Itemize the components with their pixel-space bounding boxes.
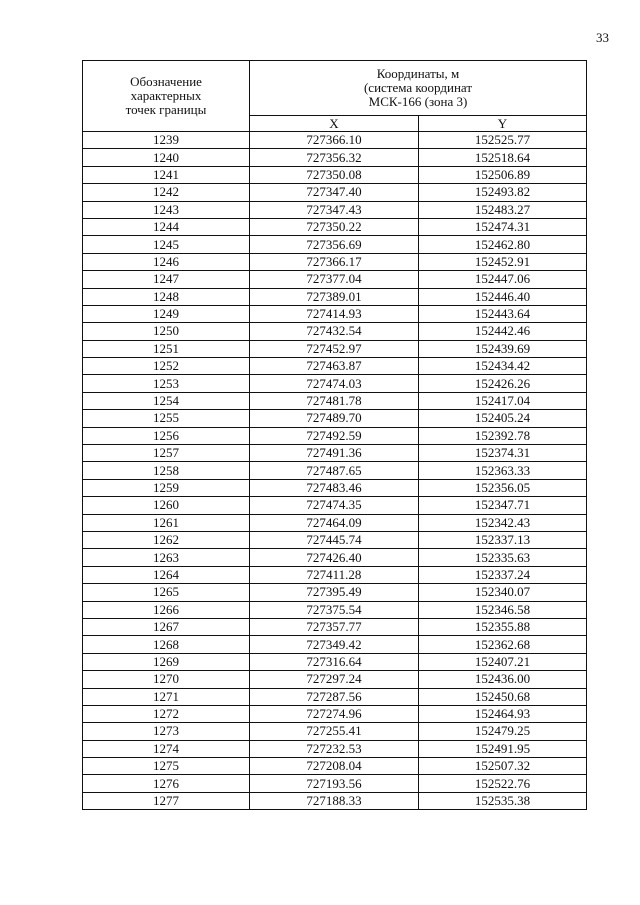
y-coordinate-cell: 152407.21 [419,653,587,670]
x-coordinate-cell: 727347.40 [250,184,419,201]
table-row [83,358,587,375]
point-id-cell: 1245 [83,236,250,253]
point-id-cell: 1239 [83,132,250,149]
coords-header-line-2: (система координат [363,80,473,95]
y-coordinate-cell: 152347.71 [419,497,587,514]
x-coordinate-cell: 727232.53 [250,740,419,757]
x-coordinate-cell: 727487.65 [250,462,419,479]
point-id-cell: 1241 [83,166,250,183]
y-coordinate-cell: 152491.95 [419,740,587,757]
y-coordinate-cell: 152535.38 [419,792,587,809]
table-row [83,566,587,583]
y-coordinate-cell: 152506.89 [419,166,587,183]
table-row [83,253,587,270]
x-coordinate-cell: 727356.69 [250,236,419,253]
table-row [83,514,587,531]
coords-header-line-1: Координаты, м [376,66,460,81]
table-row [83,184,587,201]
x-coordinate-cell: 727350.08 [250,166,419,183]
y-coordinate-cell: 152426.26 [419,375,587,392]
point-id-cell: 1259 [83,479,250,496]
point-designation-header [83,61,250,132]
point-id-cell: 1247 [83,271,250,288]
table-row [83,758,587,775]
x-coordinate-cell: 727492.59 [250,427,419,444]
table-row [83,671,587,688]
table-row [83,305,587,322]
x-coordinate-cell: 727255.41 [250,723,419,740]
point-id-cell: 1242 [83,184,250,201]
y-coordinate-cell: 152442.46 [419,323,587,340]
table-body [83,132,587,810]
point-id-cell: 1248 [83,288,250,305]
point-id-cell: 1252 [83,358,250,375]
x-coordinate-cell: 727389.01 [250,288,419,305]
y-coordinate-cell: 152464.93 [419,705,587,722]
table-row [83,636,587,653]
x-coordinate-cell: 727347.43 [250,201,419,218]
point-id-cell: 1261 [83,514,250,531]
y-coordinate-cell: 152522.76 [419,775,587,792]
table-row [83,218,587,235]
x-coordinate-cell: 727452.97 [250,340,419,357]
x-coordinate-cell: 727356.32 [250,149,419,166]
x-coordinate-cell: 727411.28 [250,566,419,583]
x-coordinate-cell: 727188.33 [250,792,419,809]
table-row [83,462,587,479]
x-coordinate-cell: 727483.46 [250,479,419,496]
point-id-cell: 1268 [83,636,250,653]
x-coordinate-cell: 727366.10 [250,132,419,149]
x-coordinate-cell: 727375.54 [250,601,419,618]
point-id-cell: 1253 [83,375,250,392]
y-coordinate-cell: 152335.63 [419,549,587,566]
x-coordinate-cell: 727464.09 [250,514,419,531]
x-coordinate-cell: 727349.42 [250,636,419,653]
y-coordinate-cell: 152452.91 [419,253,587,270]
point-id-cell: 1244 [83,218,250,235]
point-id-cell: 1240 [83,149,250,166]
point-id-cell: 1249 [83,305,250,322]
point-id-cell: 1257 [83,445,250,462]
point-id-cell: 1256 [83,427,250,444]
table-row [83,132,587,149]
point-id-cell: 1262 [83,531,250,548]
x-coordinate-cell: 727481.78 [250,392,419,409]
y-coordinate-cell: 152356.05 [419,479,587,496]
y-coordinate-cell: 152374.31 [419,445,587,462]
table-row [83,392,587,409]
point-id-cell: 1266 [83,601,250,618]
point-id-cell: 1270 [83,671,250,688]
table-row [83,410,587,427]
table-row [83,653,587,670]
y-coordinate-cell: 152362.68 [419,636,587,653]
x-coordinate-cell: 727414.93 [250,305,419,322]
x-coordinate-cell: 727489.70 [250,410,419,427]
table-row [83,584,587,601]
point-header-line-1: Обозначение [130,74,202,89]
point-id-cell: 1263 [83,549,250,566]
x-coordinate-cell: 727287.56 [250,688,419,705]
table-row [83,340,587,357]
point-id-cell: 1258 [83,462,250,479]
point-id-cell: 1265 [83,584,250,601]
table-row [83,549,587,566]
table-row [83,601,587,618]
point-id-cell: 1260 [83,497,250,514]
table-row [83,236,587,253]
x-coordinate-cell: 727445.74 [250,531,419,548]
table-row [83,375,587,392]
point-header-line-3: точек границы [125,102,207,117]
x-column-header: X [250,116,419,132]
table-row [83,445,587,462]
y-coordinate-cell: 152355.88 [419,618,587,635]
table-row [83,323,587,340]
y-coordinate-cell: 152474.31 [419,218,587,235]
table-row [83,688,587,705]
y-coordinate-cell: 152434.42 [419,358,587,375]
y-coordinate-cell: 152525.77 [419,132,587,149]
y-coordinate-cell: 152392.78 [419,427,587,444]
x-coordinate-cell: 727316.64 [250,653,419,670]
point-header-line-2: характерных [130,88,202,103]
point-id-cell: 1246 [83,253,250,270]
x-coordinate-cell: 727357.77 [250,618,419,635]
y-coordinate-cell: 152507.32 [419,758,587,775]
y-column-header: Y [419,116,587,132]
y-coordinate-cell: 152479.25 [419,723,587,740]
y-coordinate-cell: 152518.64 [419,149,587,166]
point-id-cell: 1274 [83,740,250,757]
y-coordinate-cell: 152417.04 [419,392,587,409]
y-coordinate-cell: 152483.27 [419,201,587,218]
table-row [83,271,587,288]
x-coordinate-cell: 727274.96 [250,705,419,722]
point-id-cell: 1264 [83,566,250,583]
point-id-cell: 1250 [83,323,250,340]
y-coordinate-cell: 152446.40 [419,288,587,305]
x-coordinate-cell: 727463.87 [250,358,419,375]
table-row [83,288,587,305]
table-row [83,775,587,792]
table-row [83,740,587,757]
coordinates-header [250,61,587,116]
y-coordinate-cell: 152363.33 [419,462,587,479]
coordinates-table [82,60,587,810]
point-id-cell: 1271 [83,688,250,705]
table-row [83,201,587,218]
page-number: 33 [596,30,609,45]
x-coordinate-cell: 727366.17 [250,253,419,270]
y-coordinate-cell: 152436.00 [419,671,587,688]
x-coordinate-cell: 727208.04 [250,758,419,775]
point-id-cell: 1243 [83,201,250,218]
y-coordinate-cell: 152337.13 [419,531,587,548]
y-coordinate-cell: 152405.24 [419,410,587,427]
point-id-cell: 1255 [83,410,250,427]
point-id-cell: 1276 [83,775,250,792]
x-coordinate-cell: 727474.35 [250,497,419,514]
table-row [83,479,587,496]
y-coordinate-cell: 152342.43 [419,514,587,531]
point-id-cell: 1269 [83,653,250,670]
x-coordinate-cell: 727350.22 [250,218,419,235]
y-coordinate-cell: 152337.24 [419,566,587,583]
coords-header-line-3: МСК-166 (зона 3) [368,94,468,109]
y-coordinate-cell: 152447.06 [419,271,587,288]
y-coordinate-cell: 152493.82 [419,184,587,201]
table-row [83,149,587,166]
x-coordinate-cell: 727395.49 [250,584,419,601]
table-row [83,166,587,183]
table-row [83,705,587,722]
point-id-cell: 1275 [83,758,250,775]
table-row [83,618,587,635]
x-coordinate-cell: 727426.40 [250,549,419,566]
point-id-cell: 1273 [83,723,250,740]
x-coordinate-cell: 727491.36 [250,445,419,462]
point-id-cell: 1267 [83,618,250,635]
x-coordinate-cell: 727297.24 [250,671,419,688]
table-row [83,723,587,740]
point-id-cell: 1277 [83,792,250,809]
table-row [83,531,587,548]
point-id-cell: 1272 [83,705,250,722]
table-row [83,792,587,809]
y-coordinate-cell: 152450.68 [419,688,587,705]
x-coordinate-cell: 727377.04 [250,271,419,288]
point-id-cell: 1254 [83,392,250,409]
y-coordinate-cell: 152439.69 [419,340,587,357]
table-row [83,497,587,514]
x-coordinate-cell: 727474.03 [250,375,419,392]
y-coordinate-cell: 152346.58 [419,601,587,618]
y-coordinate-cell: 152340.07 [419,584,587,601]
x-coordinate-cell: 727193.56 [250,775,419,792]
point-id-cell: 1251 [83,340,250,357]
x-coordinate-cell: 727432.54 [250,323,419,340]
y-coordinate-cell: 152443.64 [419,305,587,322]
y-coordinate-cell: 152462.80 [419,236,587,253]
table-row [83,427,587,444]
